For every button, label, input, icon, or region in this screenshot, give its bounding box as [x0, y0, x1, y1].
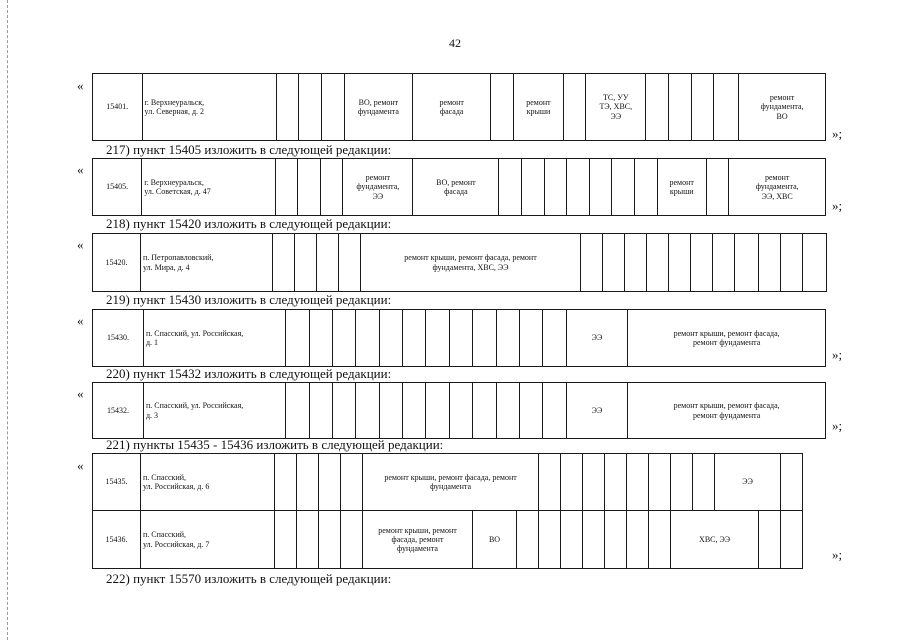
empty-cell [333, 310, 356, 367]
empty-cell [539, 454, 561, 511]
empty-cell [275, 511, 297, 569]
empty-cell [543, 383, 566, 439]
empty-cell [339, 234, 361, 292]
work-line: ремонт [439, 97, 464, 107]
work-cell [412, 74, 490, 141]
empty-cell [341, 511, 363, 569]
empty-cell [691, 234, 713, 292]
empty-cell [517, 511, 539, 569]
empty-cell [563, 74, 586, 141]
work-line: ЭЭ, ХВС [761, 191, 793, 201]
empty-cell [589, 159, 612, 216]
work-cell: ВО [473, 511, 517, 569]
closing-quote: »; [832, 198, 843, 213]
empty-cell [496, 383, 519, 439]
empty-cell [319, 454, 341, 511]
empty-cell [273, 234, 295, 292]
empty-cell [286, 310, 309, 367]
page-number: 42 [449, 36, 461, 50]
work-line: ремонт крыши, ремонт фасада, ремонт [384, 472, 517, 482]
address-line: д. 1 [145, 338, 159, 347]
item-number: 15435. [93, 454, 141, 511]
empty-cell [317, 234, 339, 292]
work-line: ремонт [764, 173, 790, 183]
work-cell [628, 383, 826, 439]
work-cell [739, 74, 826, 141]
empty-cell [286, 383, 309, 439]
empty-cell [403, 310, 426, 367]
address-cell [143, 310, 285, 367]
work-line: ремонт крыши, ремонт фасада, ремонт [404, 253, 537, 263]
work-line: ремонт фундамента [692, 338, 761, 347]
work-line: ремонт [365, 173, 391, 183]
work-cell [514, 74, 564, 141]
work-line: ремонт [769, 93, 795, 103]
empty-cell [781, 511, 803, 569]
address-line: п. Петропавловский, [143, 253, 214, 263]
work-line: ТС, УУ [603, 93, 629, 103]
empty-cell [627, 454, 649, 511]
table-rows-15435-15436 [92, 453, 849, 569]
address-cell [143, 383, 285, 439]
empty-cell [671, 454, 693, 511]
empty-cell [275, 454, 297, 511]
page-left-edge [7, 0, 8, 640]
address-line: п. Спасский, [143, 530, 186, 540]
empty-cell [583, 511, 605, 569]
table-row-15401 [92, 73, 826, 141]
work-cell [343, 159, 413, 216]
work-cell [361, 234, 581, 292]
address-cell [141, 511, 275, 569]
closing-quote: »; [832, 126, 843, 141]
empty-cell [473, 310, 496, 367]
empty-cell [612, 159, 635, 216]
empty-cell [309, 310, 332, 367]
address-cell [141, 234, 273, 292]
empty-cell [759, 511, 781, 569]
work-cell [586, 74, 646, 141]
empty-cell [449, 383, 472, 439]
work-line: фасада [444, 187, 468, 196]
empty-cell [449, 310, 472, 367]
work-cell: ХВС, ЭЭ [671, 511, 759, 569]
empty-cell [581, 234, 603, 292]
work-line: ВО, ремонт [436, 177, 476, 187]
empty-cell [759, 234, 781, 292]
empty-cell [341, 454, 363, 511]
amendment-heading-219: 219) пункт 15430 изложить в следующей редакции: [106, 292, 392, 307]
empty-cell [561, 454, 583, 511]
amendment-heading-220: 220) пункт 15432 изложить в следующей редакции: [106, 366, 392, 381]
empty-cell [627, 511, 649, 569]
item-number: 15432. [93, 383, 144, 439]
empty-cell [649, 511, 671, 569]
table-row-15405 [92, 158, 826, 216]
empty-cell [473, 383, 496, 439]
empty-cell [333, 383, 356, 439]
empty-cell [567, 159, 590, 216]
work-cell [413, 159, 499, 216]
empty-cell [649, 454, 671, 511]
empty-cell [646, 74, 669, 141]
empty-cell [583, 454, 605, 511]
address-line: ул. Мира, д. 4 [143, 262, 190, 272]
item-number: 15405. [93, 159, 142, 216]
empty-cell [426, 310, 449, 367]
address-cell [142, 74, 276, 141]
empty-cell [713, 234, 735, 292]
address-cell [142, 159, 275, 216]
work-line: ремонт [526, 97, 551, 107]
empty-cell [297, 511, 319, 569]
work-line: фасада [439, 107, 464, 116]
address-line: п. Спасский, [143, 472, 186, 482]
work-cell [363, 454, 539, 511]
work-line: ремонт крыши, ремонт фасада, [673, 401, 780, 411]
empty-cell [781, 234, 803, 292]
empty-cell [561, 511, 583, 569]
address-line: п. Спасский, ул. Российская, [145, 401, 244, 411]
item-number: 15401. [93, 74, 143, 141]
empty-cell [276, 74, 299, 141]
opening-quote: « [77, 162, 84, 177]
empty-cell [356, 383, 379, 439]
empty-cell [319, 511, 341, 569]
work-line: крыши [526, 107, 551, 116]
work-line: фундамента, [356, 182, 400, 192]
empty-cell [668, 74, 691, 141]
empty-cell [605, 454, 627, 511]
address-cell [141, 454, 275, 511]
address-line: ул. Российская, д. 6 [143, 482, 210, 491]
work-cell [344, 74, 412, 141]
empty-cell [691, 74, 714, 141]
empty-cell [605, 511, 627, 569]
closing-quote: »; [832, 547, 843, 562]
address-line: ул. Российская, д. 7 [143, 539, 210, 549]
work-line: ВО [776, 111, 788, 121]
work-line: фундамента [430, 482, 471, 491]
work-cell: ЭЭ [566, 310, 628, 367]
work-line: ВО, ремонт [358, 97, 399, 107]
amendment-heading-222: 222) пункт 15570 изложить в следующей редакции: [106, 571, 392, 586]
work-cell: ЭЭ [566, 383, 628, 439]
table-row-15436 [93, 511, 849, 569]
empty-cell [625, 234, 647, 292]
address-line: д. 3 [145, 410, 159, 420]
empty-cell [275, 159, 298, 216]
amendment-heading-221: 221) пункты 15435 - 15436 изложить в следующей редакции: [106, 437, 444, 452]
empty-cell [379, 310, 402, 367]
closing-quote: »; [832, 347, 843, 362]
table-row-15435 [93, 454, 849, 511]
empty-cell [714, 74, 739, 141]
amendment-heading-218: 218) пункт 15420 изложить в следующей редакции: [106, 216, 392, 231]
work-line: ЭЭ [372, 191, 384, 201]
empty-cell [298, 159, 321, 216]
empty-cell [295, 234, 317, 292]
item-number: 15420. [93, 234, 141, 292]
empty-cell [539, 511, 561, 569]
empty-cell [499, 159, 522, 216]
opening-quote: « [77, 237, 84, 252]
item-number: 15430. [93, 310, 144, 367]
amendment-heading-217: 217) пункт 15405 изложить в следующей редакции: [106, 142, 392, 157]
work-cell [657, 159, 706, 216]
work-line: ТЭ, ХВС, [599, 102, 633, 112]
table-row-15430 [92, 309, 826, 367]
empty-cell [522, 159, 545, 216]
address-line: г. Верхнеуральск, [144, 97, 205, 107]
work-line: ремонт крыши, ремонт [378, 525, 457, 535]
empty-cell [297, 454, 319, 511]
work-cell: ЭЭ [715, 454, 781, 511]
work-line: ремонт фундамента [692, 410, 761, 420]
work-cell [628, 310, 826, 367]
work-line: фундамента, [755, 182, 799, 192]
empty-cell [543, 310, 566, 367]
work-line: ремонт [669, 177, 694, 187]
table-row-15420 [92, 233, 827, 292]
empty-cell [693, 454, 715, 511]
work-line: фундамента [357, 107, 399, 116]
empty-cell [403, 383, 426, 439]
empty-cell [309, 383, 332, 439]
work-cell [729, 159, 826, 216]
work-line: ЭЭ [610, 111, 622, 121]
empty-cell [322, 74, 345, 141]
work-line: крыши [669, 187, 694, 196]
table-row-15432 [92, 382, 826, 439]
empty-cell [634, 159, 657, 216]
empty-cell [519, 383, 542, 439]
work-line: фундамента, [760, 102, 804, 112]
address-line: г. Верхнеуральск, [144, 177, 204, 187]
work-cell [363, 511, 473, 569]
address-line: п. Спасский, ул. Российская, [145, 328, 244, 338]
empty-cell [603, 234, 625, 292]
empty-cell [647, 234, 669, 292]
work-line: ремонт крыши, ремонт фасада, [673, 328, 780, 338]
empty-cell [706, 159, 729, 216]
empty-cell [669, 234, 691, 292]
item-number: 15436. [93, 511, 141, 569]
opening-quote: « [77, 78, 84, 93]
opening-quote: « [77, 386, 84, 401]
opening-quote: « [77, 313, 84, 328]
empty-cell [496, 310, 519, 367]
empty-cell [544, 159, 567, 216]
empty-cell [491, 74, 514, 141]
opening-quote: « [77, 458, 84, 473]
empty-cell [426, 383, 449, 439]
empty-cell [803, 234, 827, 292]
work-line: фасада, ремонт [391, 534, 444, 544]
empty-cell [781, 454, 803, 511]
empty-cell [735, 234, 759, 292]
address-line: ул. Северная, д. 2 [144, 107, 205, 116]
empty-cell [356, 310, 379, 367]
empty-cell [299, 74, 322, 141]
empty-cell [519, 310, 542, 367]
address-line: ул. Советская, д. 47 [144, 187, 211, 196]
empty-cell [379, 383, 402, 439]
work-line: фундамента [397, 544, 438, 554]
empty-cell [320, 159, 343, 216]
work-line: фундамента, ХВС, ЭЭ [432, 262, 509, 272]
closing-quote: »; [832, 418, 843, 433]
